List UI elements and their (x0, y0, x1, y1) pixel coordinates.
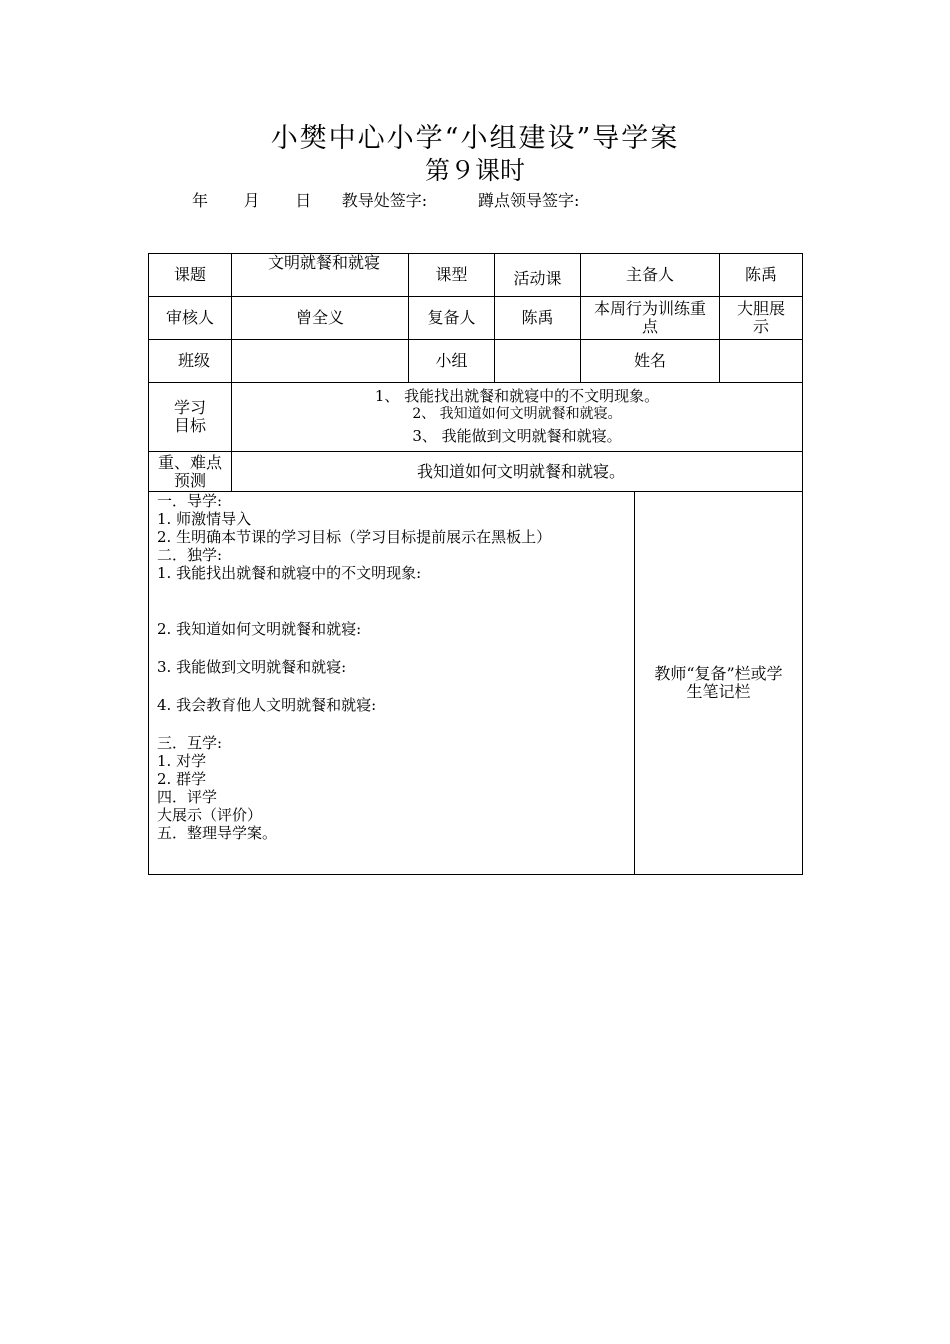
goal-item: 1、 我能找出就餐和就寝中的不文明现象。 (374, 387, 660, 405)
lesson-plan-table (148, 253, 803, 875)
class-label: 班级 (149, 340, 232, 383)
name-field[interactable] (720, 340, 803, 383)
answer-space[interactable] (157, 582, 626, 620)
reviewer-value: 曾全义 (232, 297, 409, 340)
procedure-line: 1. 对学 (157, 752, 207, 770)
procedure-line: 2. 生明确本节课的学习目标（学习目标提前展示在黑板上） (157, 528, 552, 546)
day-label: 日 (295, 191, 312, 210)
procedure-line: 1. 我能找出就餐和就寝中的不文明现象: (157, 564, 422, 582)
learning-goals (232, 383, 803, 452)
class-field[interactable] (232, 340, 409, 383)
teacher-notes-column: 教师“复备”栏或学生笔记栏 (635, 492, 803, 875)
topic-value: 文明就餐和就寝 (232, 254, 409, 297)
procedure-line: 五．整理导学案。 (157, 824, 278, 842)
signature-row (192, 190, 579, 212)
keypoints-value: 我知道如何文明就餐和就寝。 (232, 452, 803, 492)
procedure-line: 四．评学 (157, 788, 218, 806)
academic-office-signature-label: 教导处签字: (341, 191, 428, 210)
procedure-line: 一．导学: (157, 492, 223, 510)
preparer-value: 陈禹 (720, 254, 803, 297)
behavior-focus-label: 本周行为训练重点 (581, 297, 720, 340)
preparer-label: 主备人 (581, 254, 720, 297)
group-label: 小组 (409, 340, 495, 383)
keypoints-label: 重、难点预测 (149, 452, 232, 492)
answer-space[interactable] (157, 714, 626, 734)
reviewer-label: 审核人 (149, 297, 232, 340)
procedure-line: 4. 我会教育他人文明就餐和就寝: (157, 696, 377, 714)
behavior-focus-value: 大胆展示 (720, 297, 803, 340)
lesson-number: 第９课时 (424, 156, 525, 185)
name-label: 姓名 (581, 340, 720, 383)
procedure-line: 1. 师激情导入 (157, 510, 252, 528)
year-label: 年 (192, 191, 209, 210)
copreparer-label: 复备人 (409, 297, 495, 340)
procedure-line: 三．互学: (157, 734, 223, 752)
procedure-line: 2. 我知道如何文明就餐和就寝: (157, 620, 362, 638)
group-field[interactable] (495, 340, 581, 383)
answer-space[interactable] (157, 676, 626, 696)
supervisor-signature-label: 蹲点领导签字: (478, 191, 580, 210)
procedure-line: 3. 我能做到文明就餐和就寝: (157, 658, 347, 676)
lesson-procedure (149, 492, 635, 875)
copreparer-value: 陈禹 (495, 297, 581, 340)
type-value: 活动课 (495, 254, 581, 297)
goal-item: 2、 我知道如何文明就餐和就寝。 (412, 406, 622, 422)
document-title: 小樊中心小学“小组建设”导学案 (270, 123, 680, 154)
answer-space[interactable] (157, 638, 626, 658)
type-label: 课型 (409, 254, 495, 297)
goal-item: 3、 我能做到文明就餐和就寝。 (412, 427, 622, 445)
topic-label: 课题 (149, 254, 232, 297)
procedure-line: 二．独学: (157, 546, 223, 564)
procedure-line: 大展示（评价） (157, 806, 263, 824)
month-label: 月 (243, 191, 260, 210)
procedure-line: 2. 群学 (157, 770, 207, 788)
learning-goals-label: 学习目标 (149, 383, 232, 452)
